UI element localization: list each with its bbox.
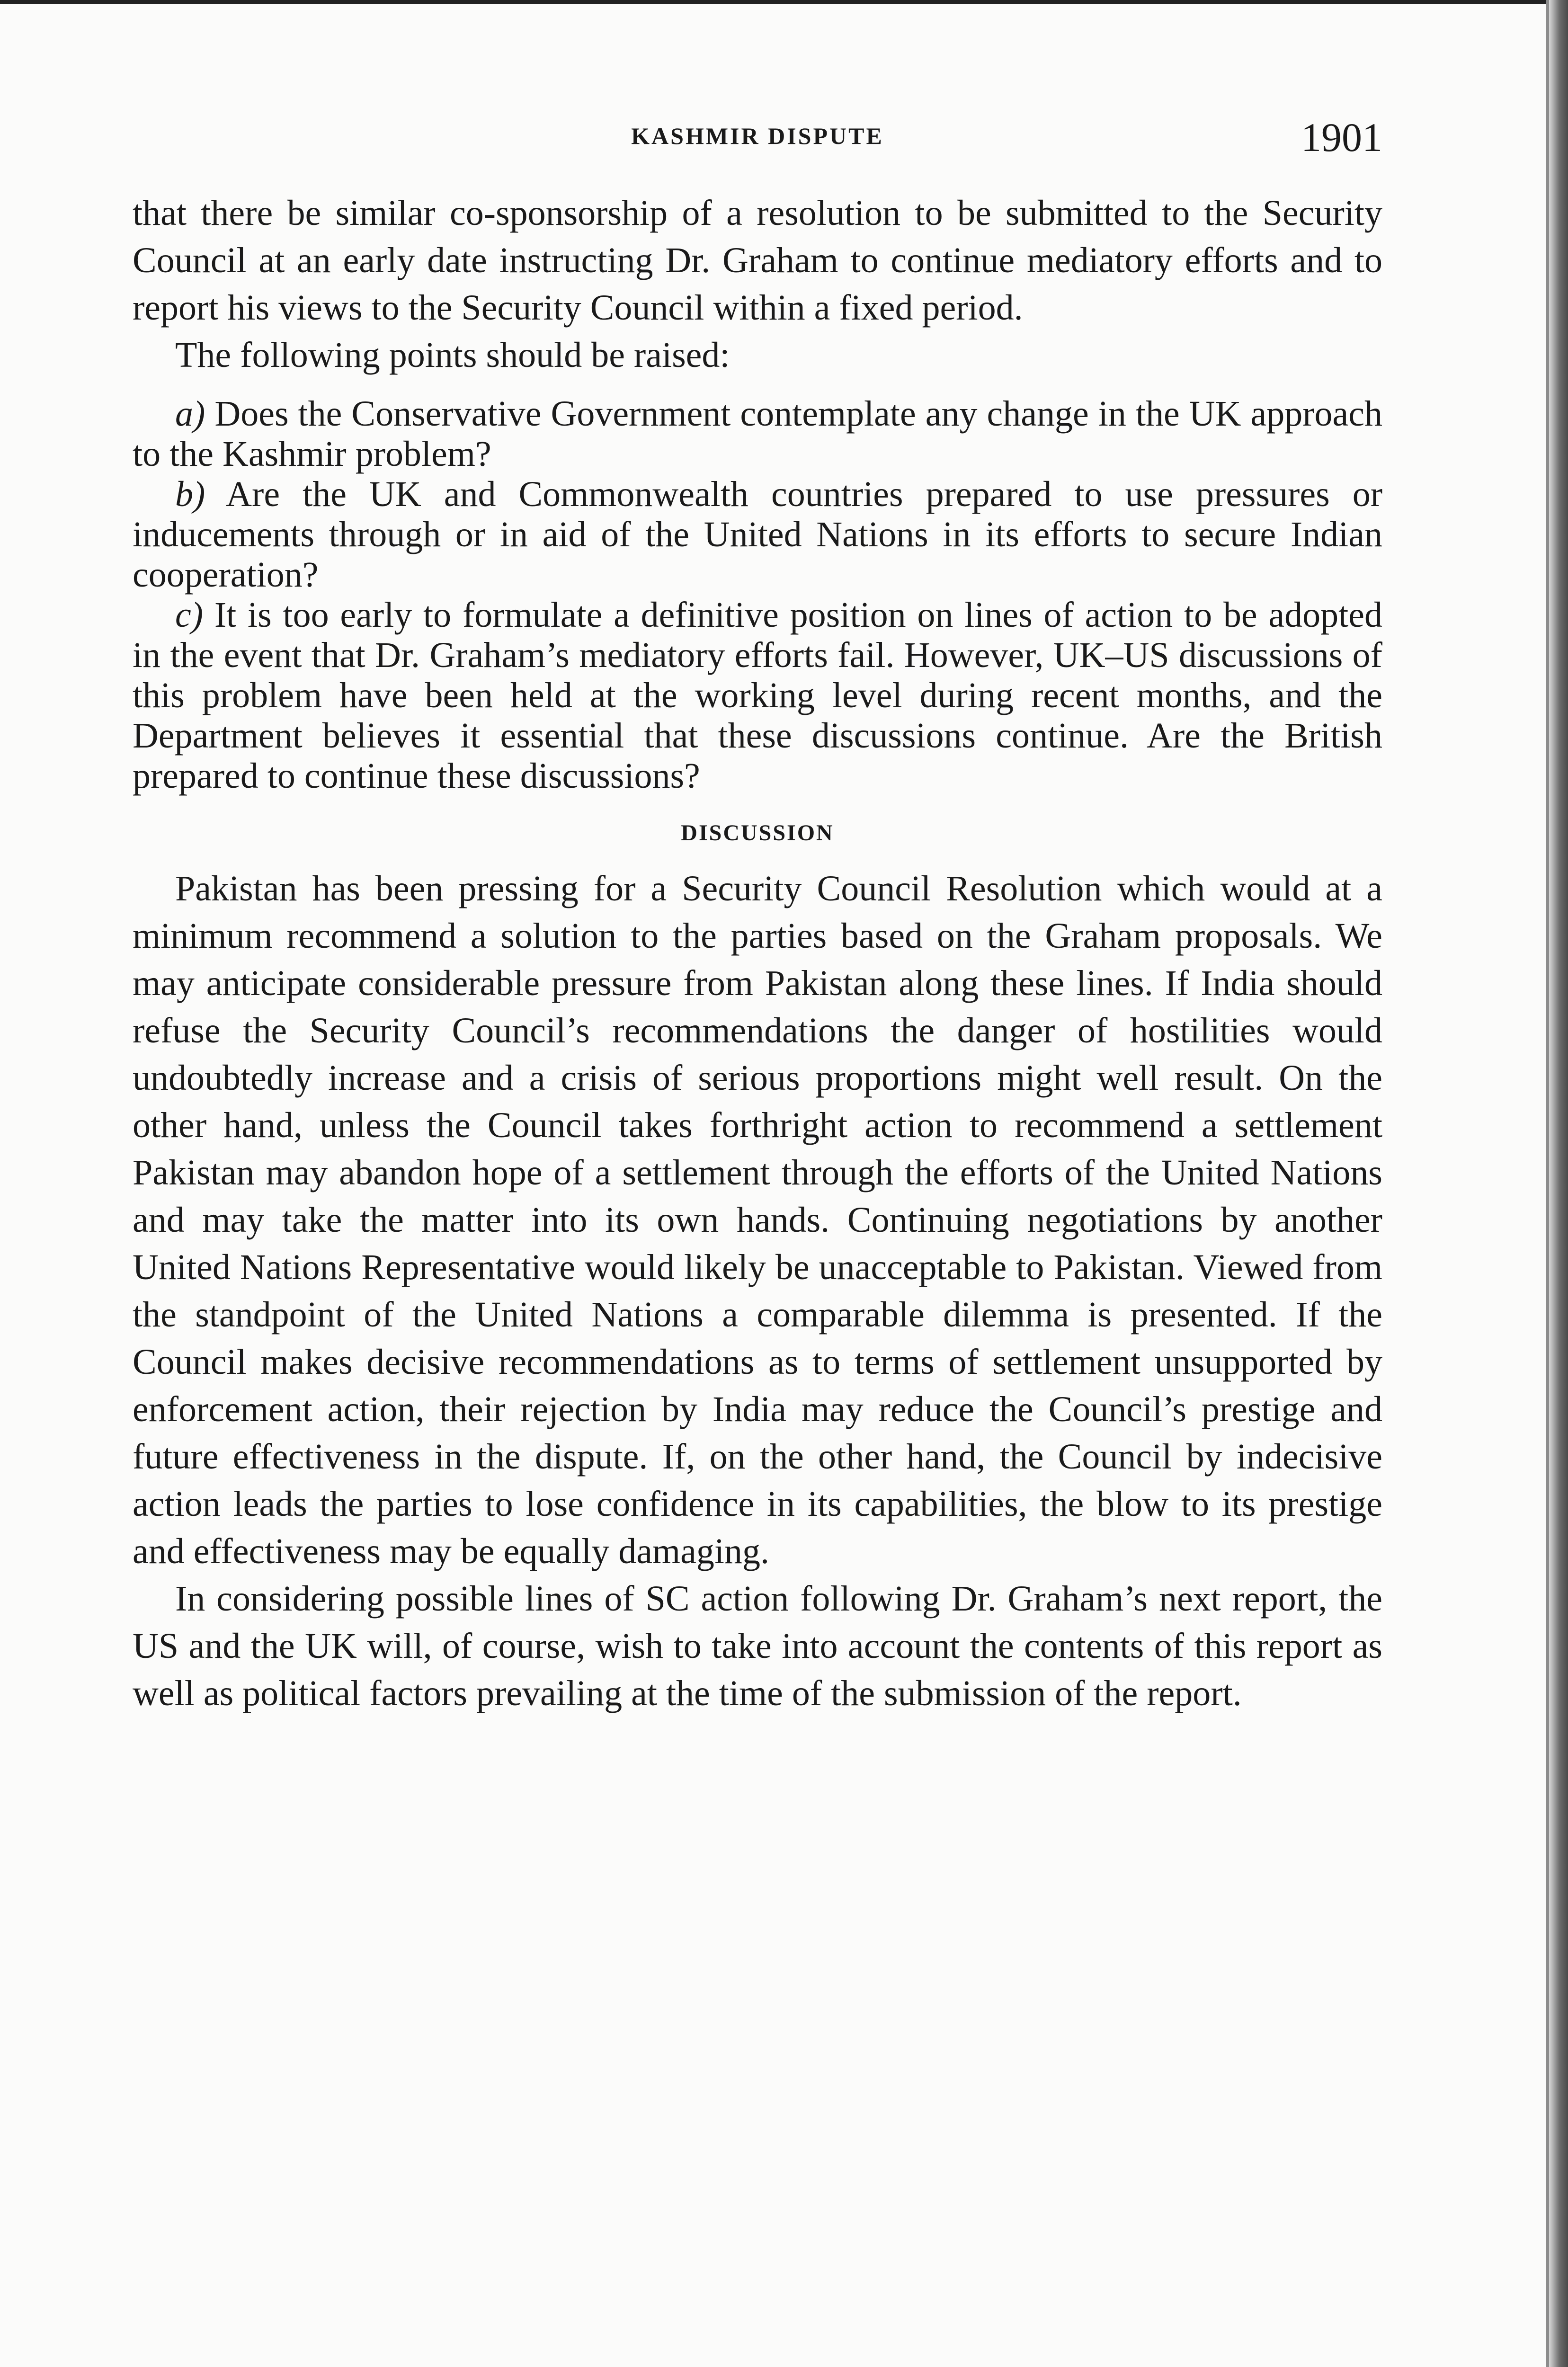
point-marker: b) <box>175 474 205 514</box>
body-paragraph-points-intro: The following points should be raised: <box>175 335 730 375</box>
document-body <box>133 189 1382 1717</box>
discussion-paragraph-1: Pakistan has been pressing for a Security Council Resolution which would at a minimum recommend a solution to the parties based on the Graham proposals. We may anticipate considerable pressure from Pakistan along these lines. If India should refuse the Security Council’s recommendations the danger of hostilities would undoubtedly increase and a crisis of serious proportions might well result. On the other hand, unless the Council takes forthright action to recommend a settlement Pakistan may abandon hope of a settlement through the efforts of the United Nations and may take the matter into its own hands. Continuing negotiations by another United Nations Representative would likely be unacceptable to Pakistan. Viewed from the standpoint of the United Nations a comparable dilemma is presented. If the Council makes decisive recommendations as to terms of settlement unsupported by enforcement action, their rejection by India may reduce the Council’s prestige and future effectiveness in the dispute. If, on the other hand, the Council by indecisive action leads the parties to lose confidence in its capabilities, the blow to its prestige and effectiveness may be equally damaging. <box>133 869 1382 1571</box>
discussion-heading: DISCUSSION <box>681 820 834 845</box>
discussion-paragraph-2: In considering possible lines of SC action following Dr. Graham’s next report, the US and the UK will, of course, wish to take into account the contents of this report as well as political factors prevailing at the time of the submission of the report. <box>133 1579 1382 1713</box>
point-item-a <box>133 394 1382 474</box>
point-text: It is too early to formulate a definitive position on lines of action to be adopted in the event that Dr. Graham’s mediatory efforts fail. However, UK–US discussions of this problem have been held at the working level during recent months, and the Department believes it essential that these discussions continue. Are the British prepared to continue these discussions? <box>133 595 1382 796</box>
page-number: 1901 <box>1301 115 1382 160</box>
point-item-b <box>133 474 1382 595</box>
body-paragraph-continuation: that there be similar co-sponsorship of a resolution to be submitted to the Security Council at an early date instructing Dr. Graham to continue mediatory efforts and to report his views to the Security Council within a fixed period. <box>133 193 1382 328</box>
point-marker: a) <box>175 394 205 434</box>
point-text: Does the Conservative Government contemplate any change in the UK approach to the Kashmir problem? <box>133 394 1383 474</box>
running-head <box>133 114 1382 166</box>
point-text: Are the UK and Commonwealth countries prepared to use pressures or inducements through or in aid of the United Nations in its efforts to secure Indian cooperation? <box>133 474 1382 595</box>
scan-top-border <box>0 0 1568 4</box>
points-list <box>133 394 1382 796</box>
point-marker: c) <box>175 595 204 635</box>
running-head-title: KASHMIR DISPUTE <box>631 123 884 149</box>
scan-binding-edge <box>1549 0 1568 2367</box>
point-item-c <box>133 595 1382 796</box>
